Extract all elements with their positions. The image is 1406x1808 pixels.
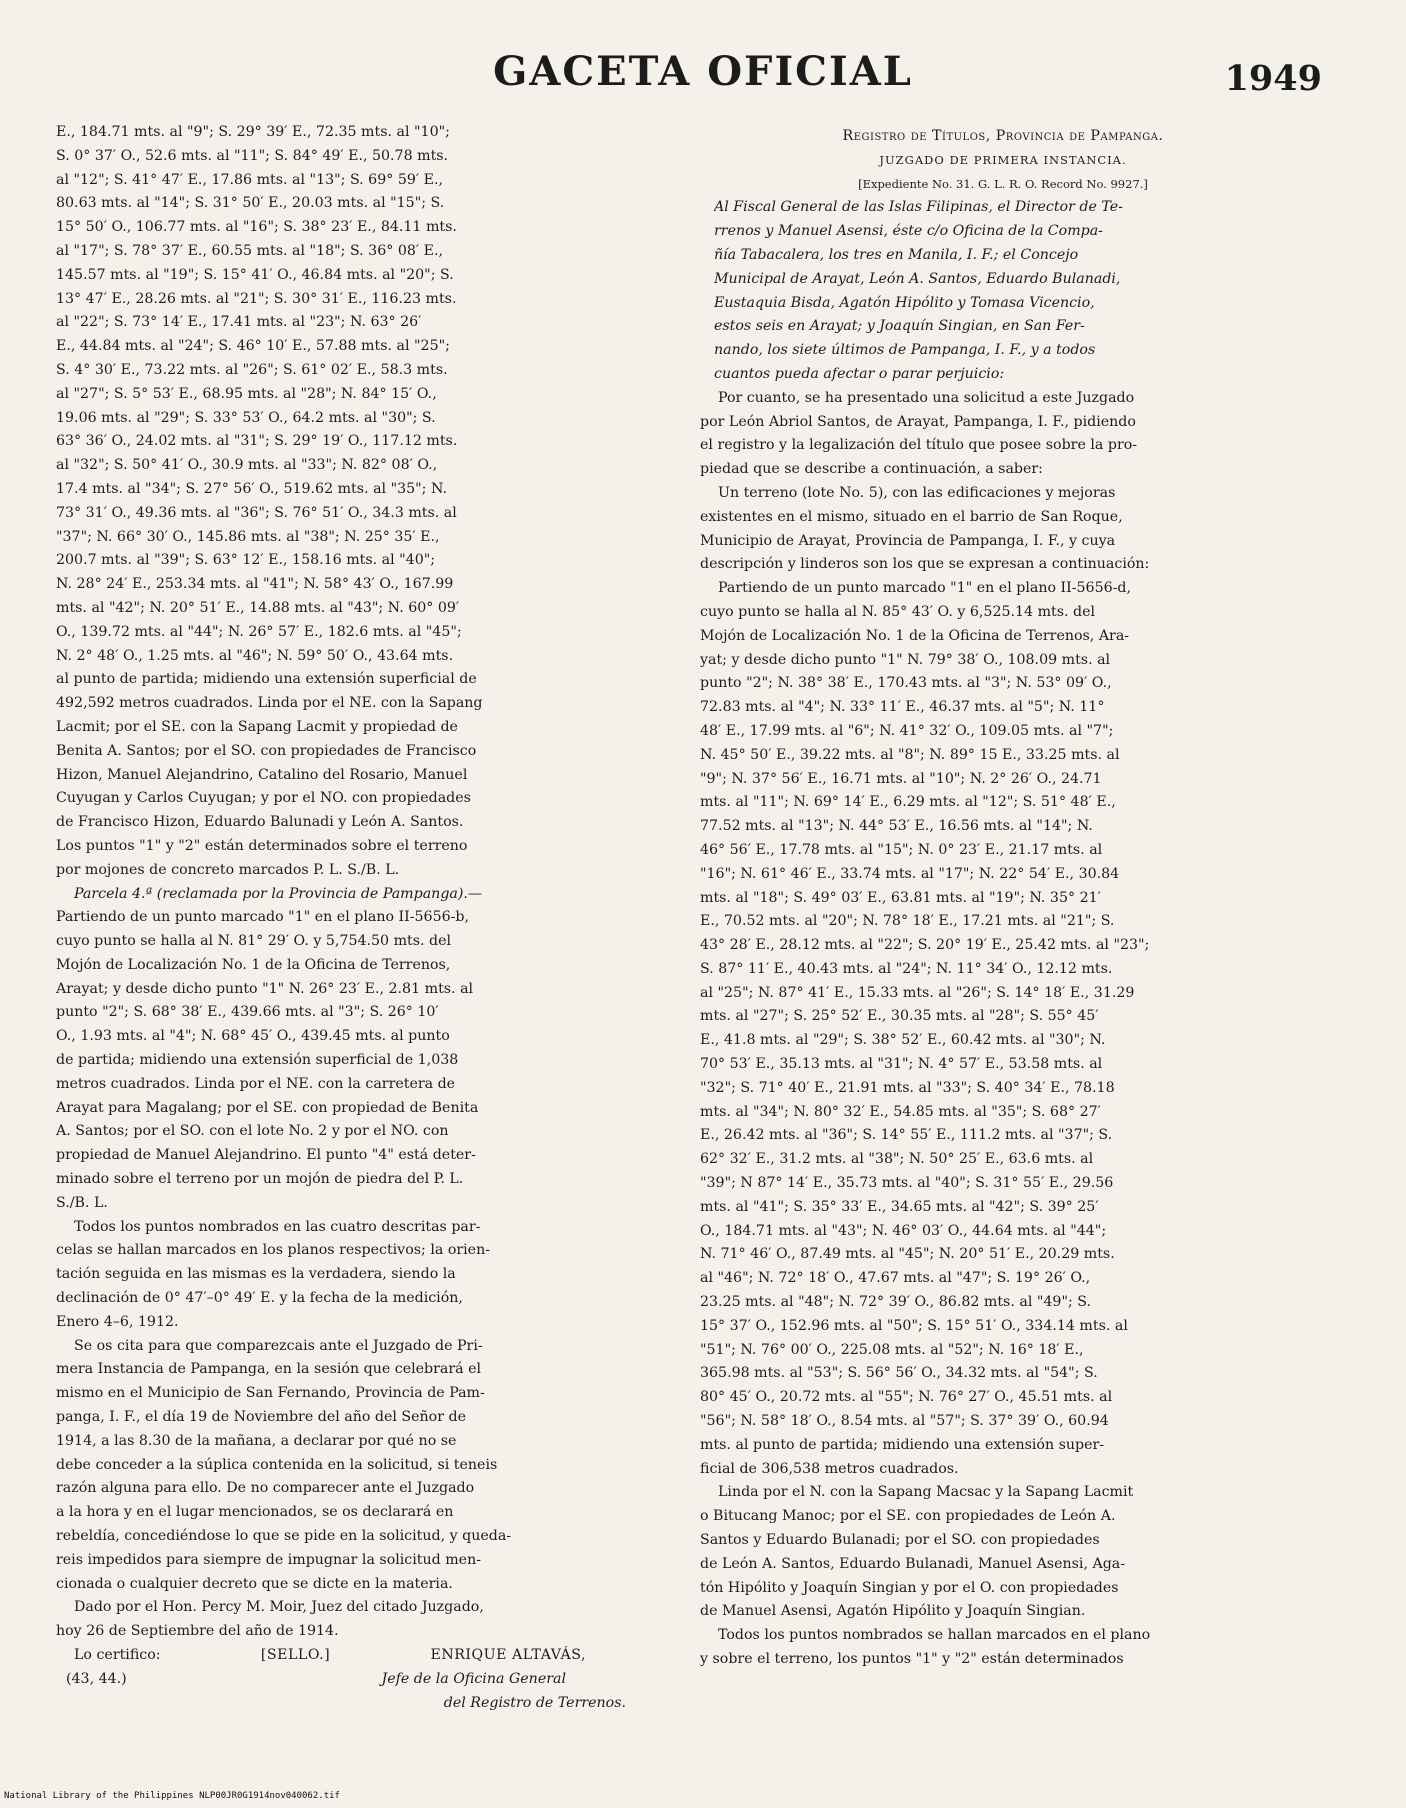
parcela-4-body <box>56 906 656 1215</box>
text-line: panga, I. F., el día 19 de Noviembre del año del Señor de <box>56 1409 466 1426</box>
boundary-description-continued <box>56 121 656 883</box>
text-line: Municipal de Arayat, León A. Santos, Eduardo Bulanadi, <box>714 270 1121 287</box>
text-line: 63° 36′ O., 24.02 mts. al "31"; S. 29° 19′ O., 117.12 mts. <box>56 433 458 450</box>
text-line: 72.83 mts. al "4"; N. 33° 11′ E., 46.37 mts. al "5"; N. 11° <box>700 699 1105 716</box>
text-line: mts. al punto de partida; midiendo una extensión super- <box>700 1436 1105 1453</box>
text-line: O., 139.72 mts. al "44"; N. 26° 57′ E., 182.6 mts. al "45"; <box>56 623 462 640</box>
text-line: "51"; N. 76° 00′ O., 225.08 mts. al "52"; N. 16° 18′ E., <box>700 1341 1084 1358</box>
text-line: reis impedidos para siempre de impugnar la solicitud men- <box>56 1551 482 1568</box>
text-line: yat; y desde dicho punto "1" N. 79° 38′ O., 108.09 mts. al <box>700 651 1111 668</box>
text-line: Todos los puntos nombrados en las cuatro descritas par- <box>74 1218 481 1235</box>
text-line: E., 70.52 mts. al "20"; N. 78° 18′ E., 17.21 mts. al "21"; S. <box>700 913 1115 930</box>
text-line: Benita A. Santos; por el SO. con propiedades de Francisco <box>56 742 477 759</box>
text-line: 80° 45′ O., 20.72 mts. al "55"; N. 76° 27′ O., 45.51 mts. al <box>700 1389 1113 1406</box>
text-line: Municipio de Arayat, Provincia de Pampanga, I. F., y cuya <box>700 532 1116 549</box>
text-line: S. 87° 11′ E., 40.43 mts. al "24"; N. 11° 34′ O., 12.12 mts. <box>700 960 1113 977</box>
text-line: 13° 47′ E., 28.26 mts. al "21"; S. 30° 31′ E., 116.23 mts. <box>56 290 457 307</box>
right-column <box>700 121 1306 1672</box>
text-line: 365.98 mts. al "53"; S. 56° 56′ O., 34.32 mts. al "54"; S. <box>700 1365 1098 1382</box>
parcela-4-section <box>56 883 656 1216</box>
text-line: 15° 50′ O., 106.77 mts. al "16"; S. 38° 23′ E., 84.11 mts. <box>56 219 457 236</box>
dado-paragraph <box>56 1596 656 1644</box>
text-line: E., 26.42 mts. al "36"; S. 14° 55′ E., 111.2 mts. al "37"; S. <box>700 1127 1113 1144</box>
citation-paragraph <box>56 1335 656 1597</box>
text-line: por León Abriol Santos, de Arayat, Pampanga, I. F., pidiendo <box>700 413 1136 430</box>
text-line: mts. al "34"; N. 80° 32′ E., 54.85 mts. al "35"; S. 68° 27′ <box>700 1103 1101 1120</box>
text-line: nando, los siete últimos de Pampanga, I. F., y a todos <box>714 342 1096 359</box>
text-line: O., 1.93 mts. al "4"; N. 68° 45′ O., 439.45 mts. al punto <box>56 1028 450 1045</box>
text-line: declinación de 0° 47′–0° 49′ E. y la fecha de la medición, <box>56 1290 463 1307</box>
text-line: Partiendo de un punto marcado "1" en el plano II-5656-b, <box>56 909 470 926</box>
text-line: Mojón de Localización No. 1 de la Oficina de Terrenos, Ara- <box>700 627 1130 644</box>
text-line: rrenos y Manuel Asensi, éste c/o Oficina de la Compa- <box>714 223 1103 240</box>
certifico-label: Lo certifico: <box>74 1647 161 1663</box>
text-line: 73° 31′ O., 49.36 mts. al "36"; S. 76° 51′ O., 34.3 mts. al <box>56 504 457 521</box>
text-line: al "27"; S. 5° 53′ E., 68.95 mts. al "28"; N. 84° 15′ O., <box>56 385 437 402</box>
text-line: 62° 32′ E., 31.2 mts. al "38"; N. 50° 25′ E., 63.6 mts. al <box>700 1151 1094 1168</box>
text-line: Partiendo de un punto marcado "1" en el plano II-5656-d, <box>718 580 1132 597</box>
text-line: 492,592 metros cuadrados. Linda por el NE. con la Sapang <box>56 695 483 712</box>
text-line: de León A. Santos, Eduardo Bulanadi, Manuel Asensi, Aga- <box>700 1555 1126 1572</box>
text-line: metros cuadrados. Linda por el NE. con la carretera de <box>56 1075 456 1092</box>
text-line: razón alguna para ello. De no comparecer ante el Juzgado <box>56 1480 475 1497</box>
text-line: N. 45° 50′ E., 39.22 mts. al "8"; N. 89° 15 E., 33.25 mts. al <box>700 746 1120 763</box>
text-line: mts. al "18"; S. 49° 03′ E., 63.81 mts. al "19"; N. 35° 21′ <box>700 889 1101 906</box>
text-line: 1914, a las 8.30 de la mañana, a declarar por qué no se <box>56 1432 457 1449</box>
text-line: 77.52 mts. al "13"; N. 44° 53′ E., 16.56 mts. al "14"; N. <box>700 818 1093 835</box>
text-line: E., 41.8 mts. al "29"; S. 38° 52′ E., 60.42 mts. al "30"; N. <box>700 1032 1106 1049</box>
text-line: ficial de 306,538 metros cuadrados. <box>700 1460 959 1477</box>
text-line: Hizon, Manuel Alejandrino, Catalino del Rosario, Manuel <box>56 766 468 783</box>
text-line: N. 28° 24′ E., 253.34 mts. al "41"; N. 58° 43′ O., 167.99 <box>56 576 454 593</box>
signature-block <box>56 1644 656 1715</box>
text-line: estos seis en Arayat; y Joaquín Singian, en San Fer- <box>714 318 1085 335</box>
scan-footer: National Library of the Philippines NLP00JR0G1914nov040062.tif <box>4 1791 340 1801</box>
text-line: Se os cita para que comparezcais ante el Juzgado de Pri- <box>74 1337 483 1354</box>
text-line: Santos y Eduardo Bulanadi; por el SO. con propiedades <box>700 1532 1100 1549</box>
text-line: Lacmit; por el SE. con la Sapang Lacmit y propiedad de <box>56 718 458 735</box>
text-line: 43° 28′ E., 28.12 mts. al "22"; S. 20° 19′ E., 25.42 mts. al "23"; <box>700 937 1150 954</box>
text-line: al "22"; S. 73° 14′ E., 17.41 mts. al "23"; N. 63° 26′ <box>56 314 422 331</box>
text-line: Cuyugan y Carlos Cuyugan; y por el NO. con propiedades <box>56 790 471 807</box>
text-line: Al Fiscal General de las Islas Filipinas, el Director de Te- <box>714 199 1123 216</box>
text-line: y sobre el terreno, los puntos "1" y "2" están determinados <box>700 1651 1124 1667</box>
text-line: Un terreno (lote No. 5), con las edificaciones y mejoras <box>718 484 1116 501</box>
text-line: cuyo punto se halla al N. 85° 43′ O. y 6,525.14 mts. del <box>700 603 1096 620</box>
text-line: tación seguida en las mismas es la verdadera, siendo la <box>56 1266 456 1283</box>
text-line: N. 2° 48′ O., 1.25 mts. al "46"; N. 59° 50′ O., 43.64 mts. <box>56 647 454 664</box>
seal-label: [SELLO.] <box>260 1647 331 1663</box>
text-line: mts. al "42"; N. 20° 51′ E., 14.88 mts. al "43"; N. 60° 09′ <box>56 599 460 616</box>
text-line: Por cuanto, se ha presentado una solicitud a este Juzgado <box>718 389 1135 406</box>
final-paragraph <box>700 1624 1306 1672</box>
text-line: 80.63 mts. al "14"; S. 31° 50′ E., 20.03 mts. al "15"; S. <box>56 195 445 212</box>
text-line: descripción y linderos son los que se expresan a continuación: <box>700 556 1150 573</box>
text-line: mera Instancia de Pampanga, en la sesión que celebrará el <box>56 1361 482 1378</box>
text-line: Mojón de Localización No. 1 de la Oficina de Terrenos, <box>56 956 451 973</box>
text-line: celas se hallan marcados en los planos respectivos; la orien- <box>56 1242 491 1259</box>
text-line: o Bitucang Manoc; por el SE. con propiedades de León A. <box>700 1508 1116 1525</box>
text-line: cionada o cualquier decreto que se dicte en la materia. <box>56 1575 453 1592</box>
text-line: Todos los puntos nombrados se hallan marcados en el plano <box>718 1627 1151 1644</box>
parcela-4-heading: Parcela 4.ª (reclamada por la Provincia de Pampanga).— <box>74 885 483 902</box>
text-line: 145.57 mts. al "19"; S. 15° 41′ O., 46.84 mts. al "20"; S. <box>56 266 454 283</box>
linda-paragraph <box>700 1481 1306 1624</box>
text-line: mts. al "27"; S. 25° 52′ E., 30.35 mts. al "28"; S. 55° 45′ <box>700 1008 1099 1025</box>
text-line: "37"; N. 66° 30′ O., 145.86 mts. al "38"; N. 25° 35′ E., <box>56 528 440 545</box>
text-line: Linda por el N. con la Sapang Macsac y la Sapang Lacmit <box>718 1484 1134 1501</box>
text-line: "32"; S. 71° 40′ E., 21.91 mts. al "33"; S. 40° 34′ E., 78.18 <box>700 1079 1115 1096</box>
text-line: Arayat; y desde dicho punto "1" N. 26° 23′ E., 2.81 mts. al <box>56 980 474 997</box>
text-line: Dado por el Hon. Percy M. Moir, Juez del citado Juzgado, <box>74 1599 484 1616</box>
text-line: 23.25 mts. al "48"; N. 72° 39′ O., 86.82 mts. al "49"; S. <box>700 1294 1091 1311</box>
registro-heading: Registro de Títulos, Provincia de Pampanga. <box>842 128 1164 144</box>
juzgado-heading: JUZGADO DE PRIMERA INSTANCIA. <box>879 152 1127 167</box>
text-line: A. Santos; por el SO. con el lote No. 2 y por el NO. con <box>56 1123 449 1140</box>
text-line: al "32"; S. 50° 41′ O., 30.9 mts. al "33"; N. 82° 08′ O., <box>56 457 438 474</box>
text-line: hoy 26 de Septiembre del año de 1914. <box>56 1623 339 1640</box>
text-line: 48′ E., 17.99 mts. al "6"; N. 41° 32′ O., 109.05 mts. al "7"; <box>700 722 1114 739</box>
partiendo-paragraph <box>700 577 1306 1481</box>
text-line: S./B. L. <box>56 1194 108 1211</box>
text-line: debe conceder a la súplica contenida en la solicitud, si teneis <box>56 1456 498 1473</box>
text-line: al punto de partida; midiendo una extensión superficial de <box>56 671 477 688</box>
text-line: ñía Tabacalera, los tres en Manila, I. F.; el Concejo <box>714 246 1079 263</box>
text-line: Eustaquia Bisda, Agatón Hipólito y Tomasa Vicencio, <box>714 294 1095 311</box>
text-line: al "17"; S. 78° 37′ E., 60.55 mts. al "18"; S. 36° 08′ E., <box>56 242 443 259</box>
text-line: O., 184.71 mts. al "43"; N. 46° 03′ O., 44.64 mts. al "44"; <box>700 1222 1107 1239</box>
text-line: S. 4° 30′ E., 73.22 mts. al "26"; S. 61° 02′ E., 58.3 mts. <box>56 361 448 378</box>
text-line: al "25"; N. 87° 41′ E., 15.33 mts. al "26"; S. 14° 18′ E., 31.29 <box>700 984 1135 1001</box>
todos-paragraph <box>56 1216 656 1335</box>
signer-title-1: Jefe de la Oficina General <box>381 1670 566 1687</box>
text-line: al "12"; S. 41° 47′ E., 17.86 mts. al "13"; S. 69° 59′ E., <box>56 171 443 188</box>
left-column <box>56 121 656 1715</box>
signer-name: ENRIQUE ALTAVÁS, <box>430 1647 586 1663</box>
text-line: al "46"; N. 72° 18′ O., 47.67 mts. al "47"; S. 19° 26′ O., <box>700 1270 1091 1287</box>
text-line: 17.4 mts. al "34"; S. 27° 56′ O., 519.62 mts. al "35"; N. <box>56 480 447 497</box>
page-title: GACETA OFICIAL <box>493 48 913 95</box>
signer-title-2: del Registro de Terrenos. <box>443 1694 626 1711</box>
text-line: E., 44.84 mts. al "24"; S. 46° 10′ E., 57.88 mts. al "25"; <box>56 338 450 355</box>
text-line: "16"; N. 61° 46′ E., 33.74 mts. al "17"; N. 22° 54′ E., 30.84 <box>700 865 1120 882</box>
por-cuanto-paragraph <box>700 387 1306 482</box>
signature-line-2 <box>56 1668 656 1692</box>
text-line: cuantos pueda afectar o parar perjuicio: <box>714 365 1005 382</box>
text-line: N. 71° 46′ O., 87.49 mts. al "45"; N. 20° 51′ E., 20.29 mts. <box>700 1246 1115 1263</box>
reference-number: (43, 44.) <box>66 1670 127 1687</box>
text-line: de partida; midiendo una extensión superficial de 1,038 <box>56 1052 459 1069</box>
text-line: 15° 37′ O., 152.96 mts. al "50"; S. 15° 51′ O., 334.14 mts. al <box>700 1317 1128 1334</box>
address-paragraph <box>700 196 1306 386</box>
text-line: 70° 53′ E., 35.13 mts. al "31"; N. 4° 57′ E., 53.58 mts. al <box>700 1056 1103 1073</box>
text-line: cuyo punto se halla al N. 81° 29′ O. y 5,754.50 mts. del <box>56 933 452 950</box>
terreno-paragraph <box>700 482 1306 577</box>
text-line: de Francisco Hizon, Eduardo Balunadi y León A. Santos. <box>56 814 464 831</box>
text-line: "56"; N. 58° 18′ O., 8.54 mts. al "57"; S. 37° 39′ O., 60.94 <box>700 1413 1109 1430</box>
text-line: Los puntos "1" y "2" están determinados sobre el terreno <box>56 837 468 854</box>
text-line: 46° 56′ E., 17.78 mts. al "15"; N. 0° 23′ E., 21.17 mts. al <box>700 841 1103 858</box>
expediente-line: [Expediente No. 31. G. L. R. O. Record No. 9927.] <box>858 176 1148 191</box>
text-line: de Manuel Asensi, Agatón Hipólito y Joaquín Singian. <box>700 1603 1086 1620</box>
text-line: mismo en el Municipio de San Fernando, Provincia de Pam- <box>56 1385 485 1402</box>
text-line: S. 0° 37′ O., 52.6 mts. al "11"; S. 84° 49′ E., 50.78 mts. <box>56 147 449 164</box>
text-line: 200.7 mts. al "39"; S. 63° 12′ E., 158.16 mts. al "40"; <box>56 552 436 569</box>
text-line: por mojones de concreto marcados P. L. S./B. L. <box>56 861 400 878</box>
text-line: propiedad de Manuel Alejandrino. El punto "4" está deter- <box>56 1147 476 1164</box>
text-line: punto "2"; S. 68° 38′ E., 439.66 mts. al "3"; S. 26° 10′ <box>56 1004 439 1021</box>
text-line: Arayat para Magalang; por el SE. con propiedad de Benita <box>56 1099 479 1116</box>
text-line: E., 184.71 mts. al "9"; S. 29° 39′ E., 72.35 mts. al "10"; <box>56 124 450 140</box>
text-line: punto "2"; N. 38° 38′ E., 170.43 mts. al "3"; N. 53° 09′ O., <box>700 675 1112 692</box>
text-line: "9"; N. 37° 56′ E., 16.71 mts. al "10"; N. 2° 26′ O., 24.71 <box>700 770 1102 787</box>
text-line: 19.06 mts. al "29"; S. 33° 53′ O., 64.2 mts. al "30"; S. <box>56 409 436 426</box>
text-line: minado sobre el terreno por un mojón de piedra del P. L. <box>56 1171 464 1188</box>
text-line: rebeldía, concediéndose lo que se pide en la solicitud, y queda- <box>56 1528 512 1545</box>
text-line: mts. al "11"; N. 69° 14′ E., 6.29 mts. al "12"; S. 51° 48′ E., <box>700 794 1116 811</box>
text-line: mts. al "41"; S. 35° 33′ E., 34.65 mts. al "42"; S. 39° 25′ <box>700 1198 1099 1215</box>
page-number: 1949 <box>1224 58 1322 99</box>
text-line: Enero 4–6, 1912. <box>56 1313 179 1330</box>
text-line: a la hora y en el lugar mencionados, se os declarará en <box>56 1504 454 1521</box>
text-line: piedad que se describe a continuación, a saber: <box>700 461 1043 478</box>
text-line: tón Hipólito y Joaquín Singian y por el O. con propiedades <box>700 1579 1119 1596</box>
text-line: existentes en el mismo, situado en el barrio de San Roque, <box>700 508 1123 525</box>
signature-line-1 <box>56 1644 656 1668</box>
text-line: "39"; N 87° 14′ E., 35.73 mts. al "40"; S. 31° 55′ E., 29.56 <box>700 1175 1114 1192</box>
text-line: el registro y la legalización del título que posee sobre la pro- <box>700 437 1138 454</box>
